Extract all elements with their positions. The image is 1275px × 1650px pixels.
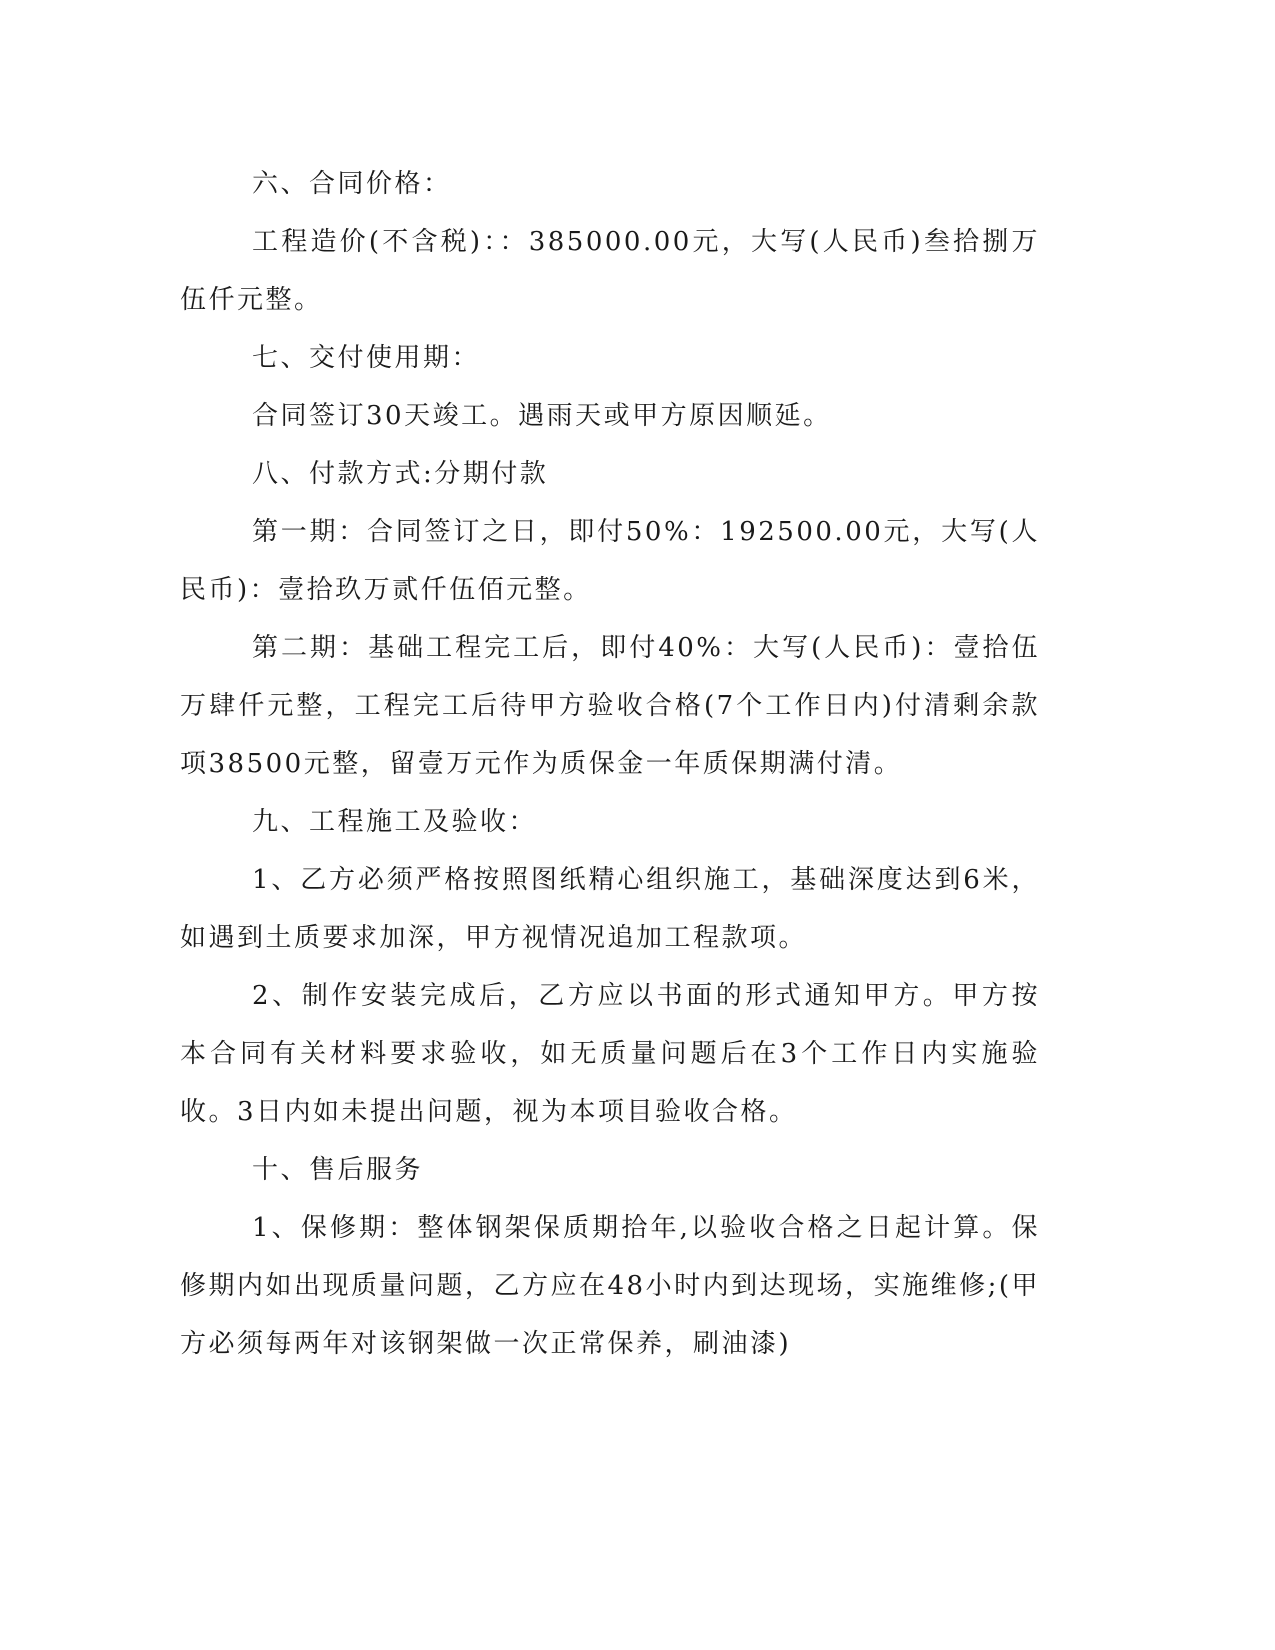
section-heading-payment-method: 八、付款方式:分期付款 — [252, 459, 549, 489]
document-page — [180, 155, 1040, 1373]
paragraph-first-installment: 第一期：合同签订之日，即付50%：192500.00元，大写(人民币)：壹拾玖万贰仟伍佰元整。 — [180, 517, 1040, 605]
paragraph-second-installment: 第二期：基础工程完工后，即付40%：大写(人民币)：壹拾伍万肆仟元整，工程完工后待甲方验收合格(7个工作日内)付清剩余款项38500元整，留壹万元作为质保金一年质保期满付清。 — [180, 633, 1040, 779]
section-heading-construction-acceptance: 九、工程施工及验收： — [252, 807, 538, 837]
paragraph-construction-clause-1: 1、乙方必须严格按照图纸精心组织施工，基础深度达到6米，如遇到土质要求加深，甲方视情况追加工程款项。 — [180, 865, 1040, 953]
paragraph-warranty-clause: 1、保修期：整体钢架保质期拾年,以验收合格之日起计算。保修期内如出现质量问题，乙方应在48小时内到达现场，实施维修;(甲方必须每两年对该钢架做一次正常保养，刷油漆) — [180, 1213, 1040, 1359]
section-heading-delivery-period: 七、交付使用期： — [252, 343, 481, 373]
paragraph-completion-time: 合同签订30天竣工。遇雨天或甲方原因顺延。 — [252, 401, 832, 431]
paragraph-project-cost: 工程造价(不含税)：：385000.00元，大写(人民币)叁拾捌万伍仟元整。 — [180, 227, 1040, 315]
section-heading-after-sales: 十、售后服务 — [252, 1155, 424, 1185]
paragraph-construction-clause-2: 2、制作安装完成后，乙方应以书面的形式通知甲方。甲方按本合同有关材料要求验收，如无质量问题后在3个工作日内实施验收。3日内如未提出问题，视为本项目验收合格。 — [180, 981, 1040, 1127]
section-heading-contract-price: 六、合同价格： — [252, 169, 452, 199]
